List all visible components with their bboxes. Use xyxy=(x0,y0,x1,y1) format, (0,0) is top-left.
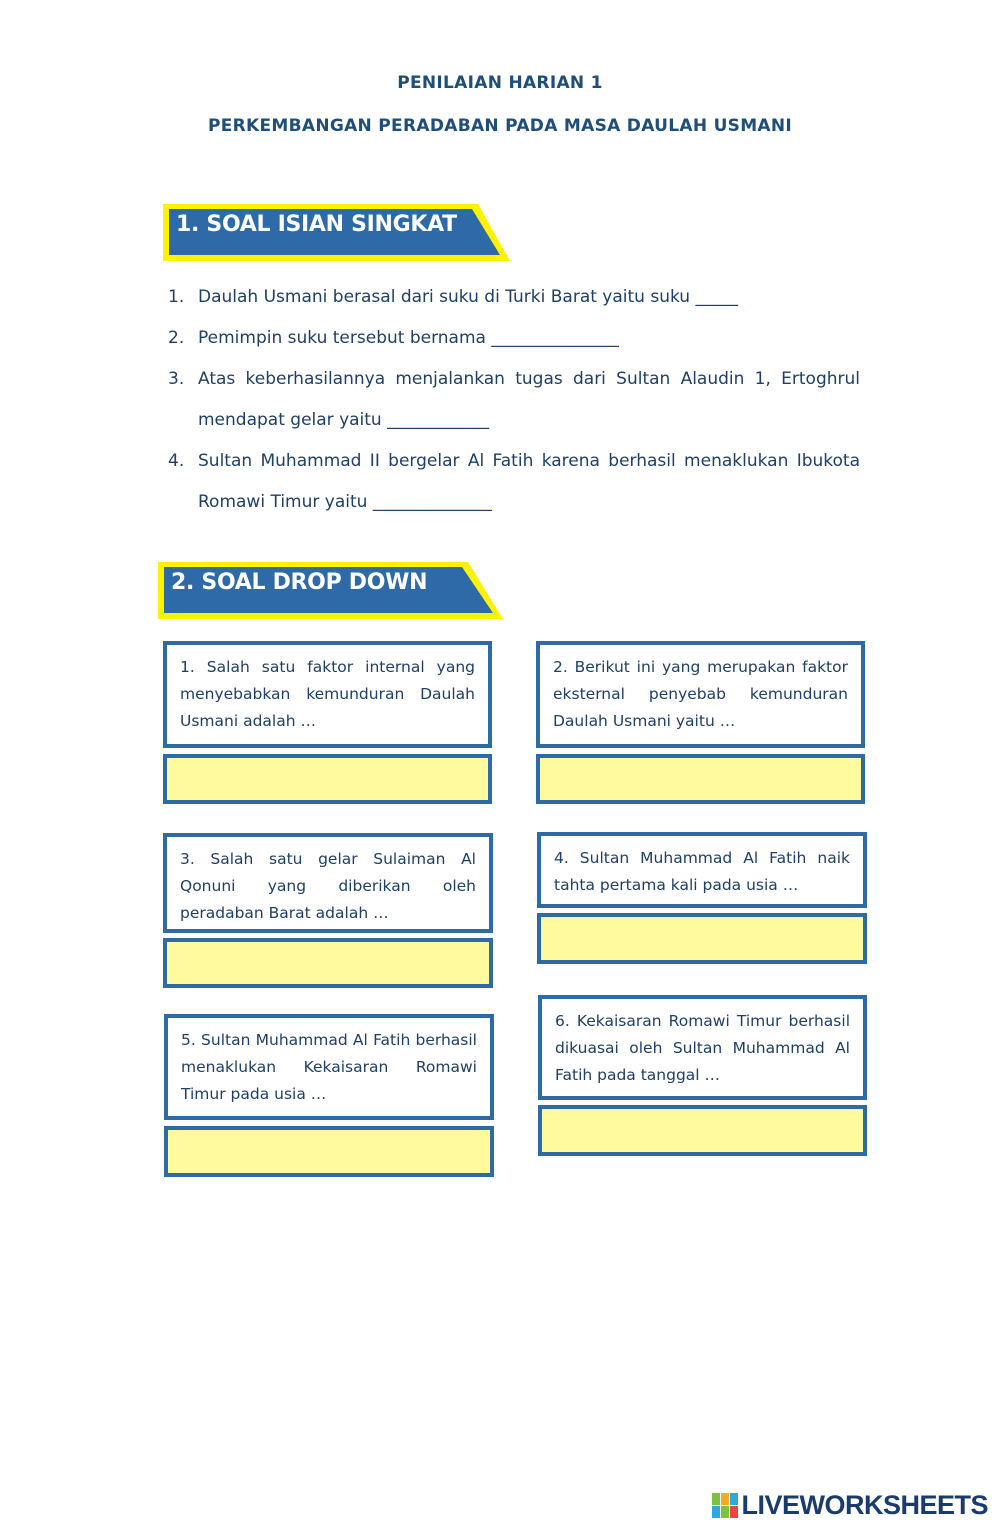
short-answer-item-1 xyxy=(168,277,860,318)
dropdown-answer-2[interactable] xyxy=(536,754,865,804)
question-number: 3. xyxy=(168,369,185,389)
dropdown-answer-6[interactable] xyxy=(538,1105,867,1156)
question-text: Pemimpin suku tersebut bernama xyxy=(198,328,486,348)
dropdown-question-3: 3. Salah satu gelar Sulaiman Al Qonuni yang diberikan oleh peradaban Barat adalah … xyxy=(163,833,493,933)
page-subtitle: PERKEMBANGAN PERADABAN PADA MASA DAULAH USMANI xyxy=(207,116,793,136)
dropdown-answer-4[interactable] xyxy=(537,913,867,964)
liveworksheets-logo-text: LIVEWORKSHEETS xyxy=(741,1490,988,1520)
dropdown-question-2: 2. Berikut ini yang merupakan faktor eksternal penyebab kemunduran Daulah Usmani yaitu … xyxy=(536,641,865,748)
answer-blank-2[interactable]: _______________ xyxy=(491,328,619,348)
short-answer-item-4 xyxy=(168,441,860,523)
dropdown-question-1: 1. Salah satu faktor internal yang menyebabkan kemunduran Daulah Usmani adalah … xyxy=(163,641,492,748)
dropdown-question-6: 6. Kekaisaran Romawi Timur berhasil dikuasai oleh Sultan Muhammad Al Fatih pada tanggal … xyxy=(538,995,867,1100)
liveworksheets-logo-icon xyxy=(712,1493,738,1518)
question-text: Sultan Muhammad II bergelar Al Fatih karena berhasil menaklukan Ibukota Romawi Timur yaitu xyxy=(198,451,860,512)
short-answer-item-2 xyxy=(168,318,860,359)
page-title: PENILAIAN HARIAN 1 xyxy=(397,73,603,93)
dropdown-question-5: 5. Sultan Muhammad Al Fatih berhasil menaklukan Kekaisaran Romawi Timur pada usia … xyxy=(164,1014,494,1120)
short-answer-list xyxy=(168,277,860,523)
question-text: Daulah Usmani berasal dari suku di Turki Barat yaitu suku xyxy=(198,287,691,307)
section1-heading: 1. SOAL ISIAN SINGKAT xyxy=(176,212,457,237)
answer-blank-1[interactable]: _____ xyxy=(695,287,738,307)
dropdown-answer-1[interactable] xyxy=(163,754,492,804)
short-answer-item-3 xyxy=(168,359,860,441)
section2-heading: 2. SOAL DROP DOWN xyxy=(171,570,428,595)
question-number: 2. xyxy=(168,328,185,348)
section2-banner xyxy=(155,560,510,622)
question-text: Atas keberhasilannya menjalankan tugas dari Sultan Alaudin 1, Ertoghrul mendapat gelar yaitu xyxy=(198,369,860,430)
dropdown-answer-5[interactable] xyxy=(164,1126,494,1177)
liveworksheets-logo xyxy=(712,1490,988,1521)
question-number: 4. xyxy=(168,451,185,471)
dropdown-question-4: 4. Sultan Muhammad Al Fatih naik tahta pertama kali pada usia … xyxy=(537,832,867,908)
question-number: 1. xyxy=(168,287,185,307)
dropdown-answer-3[interactable] xyxy=(163,938,493,988)
answer-blank-3[interactable]: ____________ xyxy=(387,410,490,430)
section1-banner xyxy=(160,202,515,264)
answer-blank-4[interactable]: ______________ xyxy=(372,492,492,512)
